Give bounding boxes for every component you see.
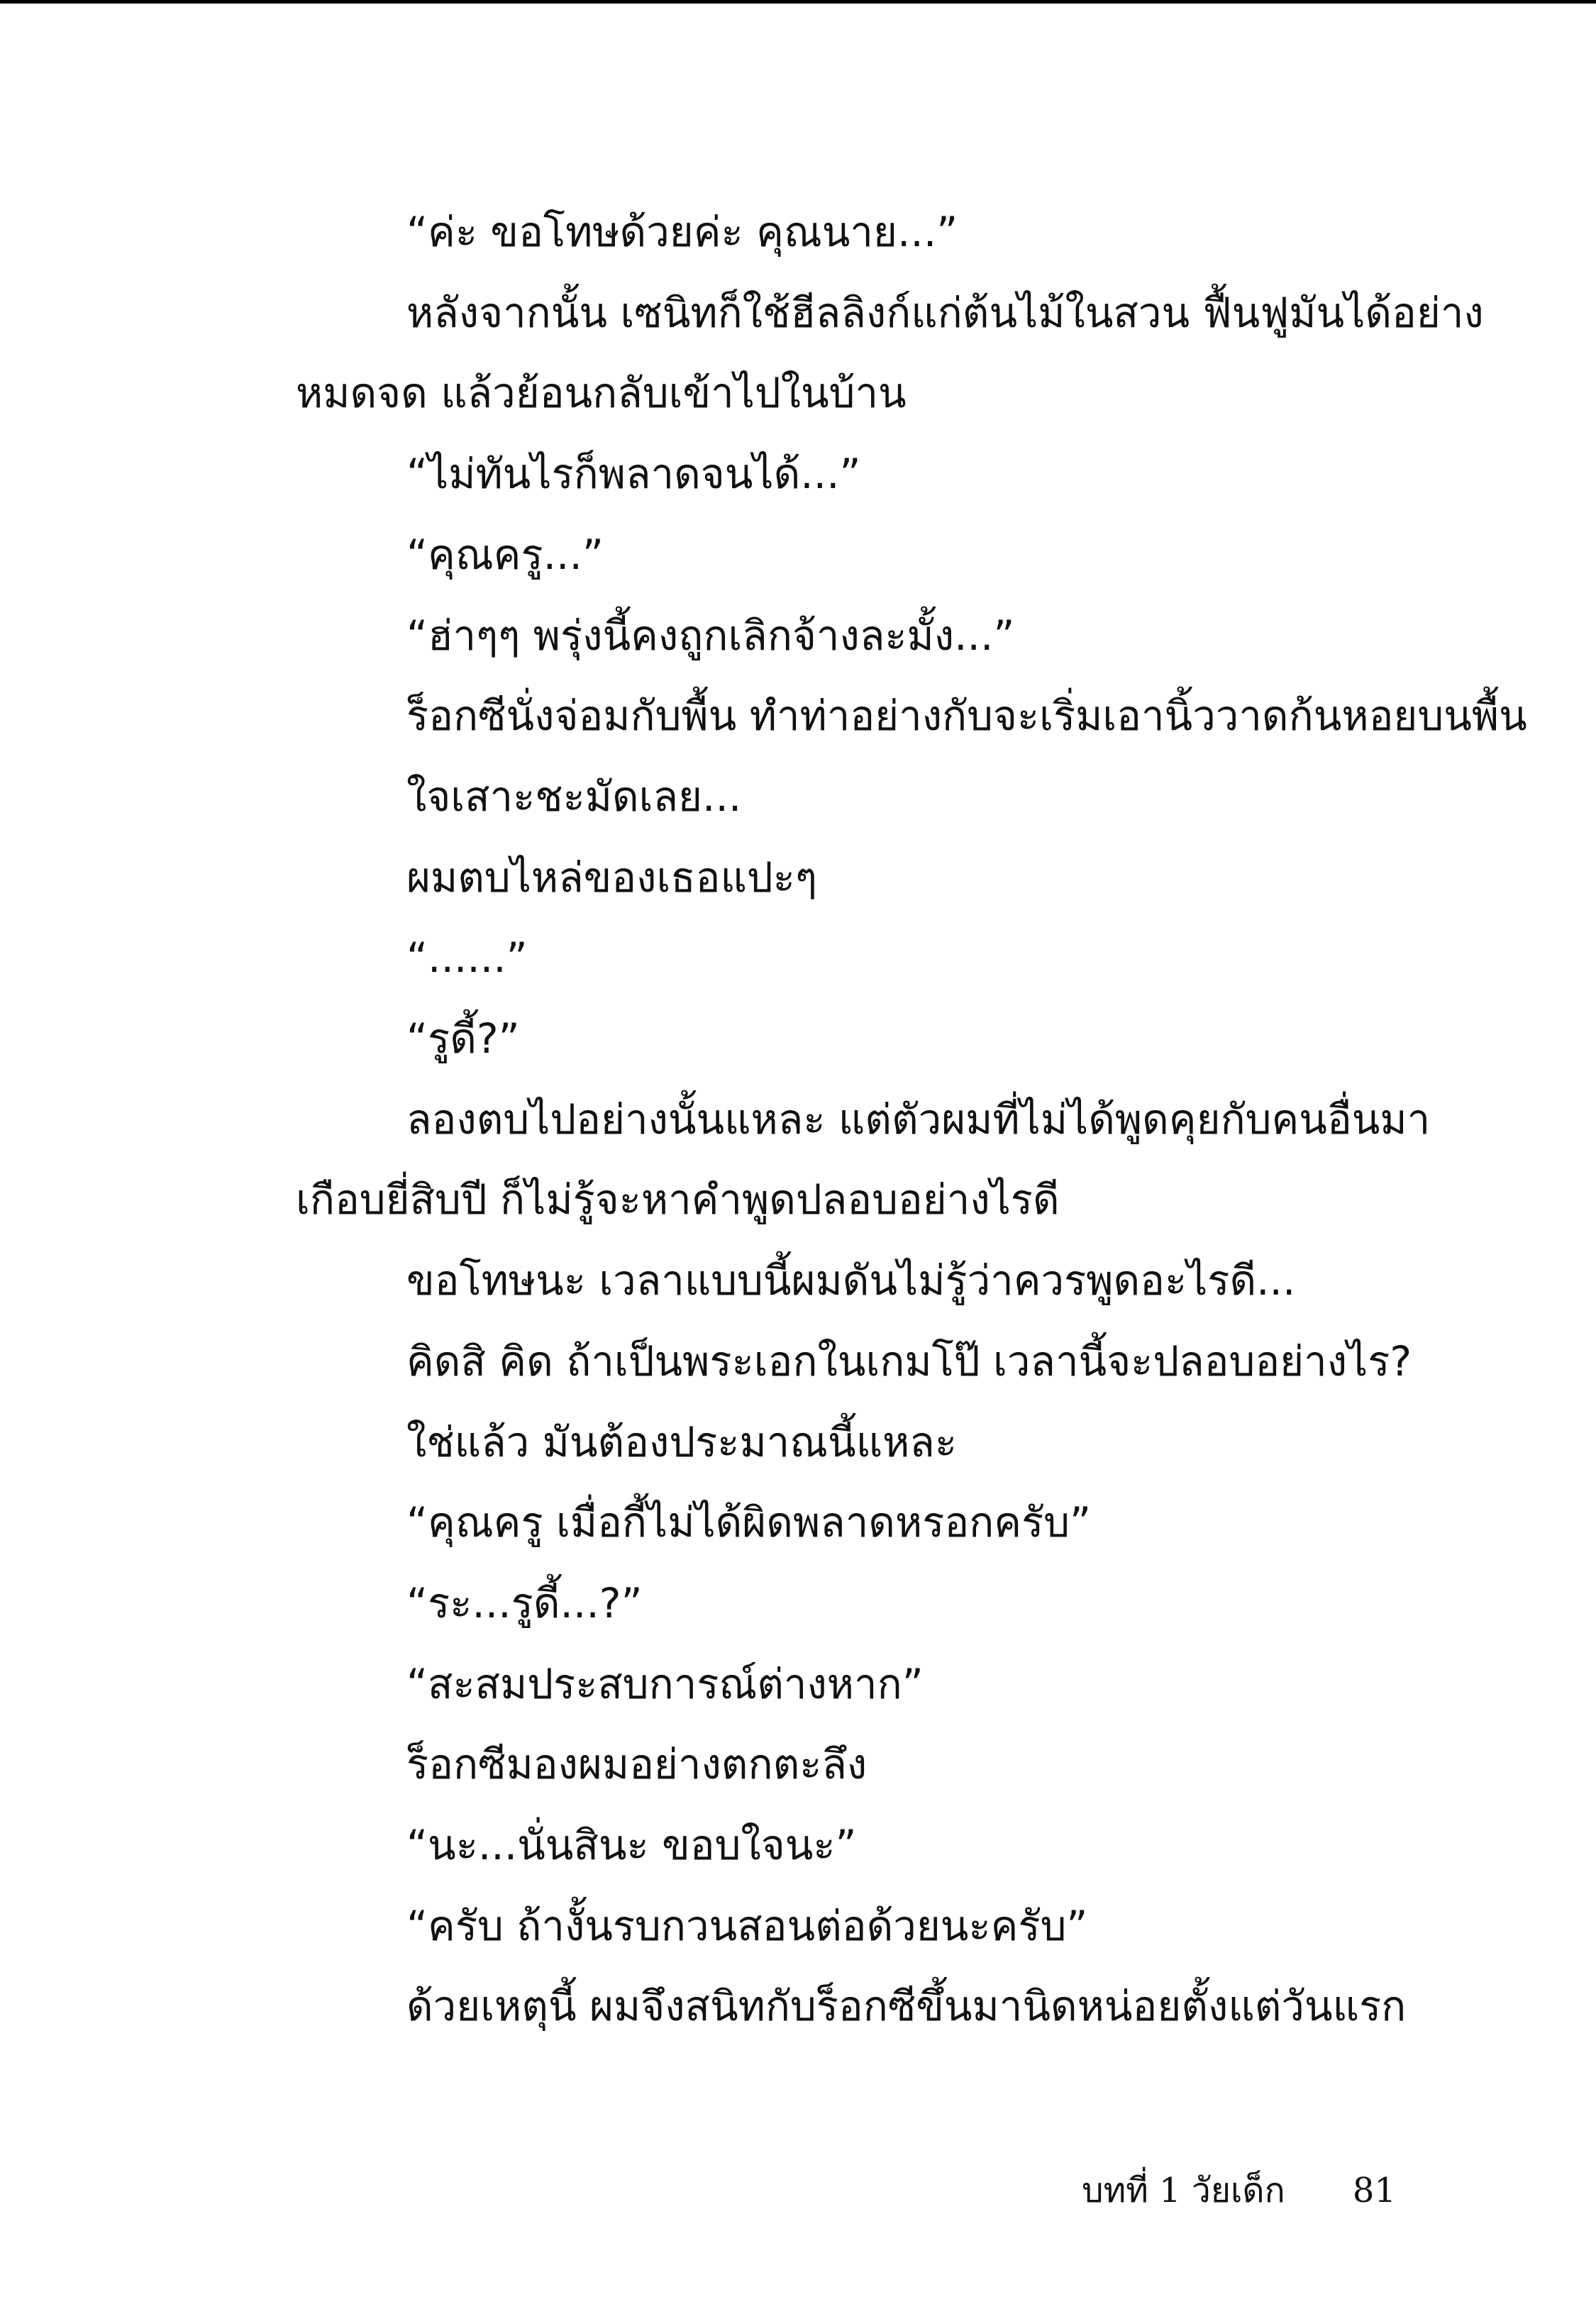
paragraph-line: ด้วยเหตุนี้ ผมจึงสนิทกับร็อกซีขึ้นมานิดหน่อยตั้งแต่วันแรก bbox=[406, 1982, 1407, 2031]
paragraph-line: “ครับ ถ้างั้นรบกวนสอนต่อด้วยนะครับ” bbox=[406, 1901, 1088, 1950]
paragraph-line: “สะสมประสบการณ์ต่างหาก” bbox=[406, 1659, 924, 1708]
paragraph-line: คิดสิ คิด ถ้าเป็นพระเอกในเกมโป๊ เวลานี้จะปลอบอย่างไร? bbox=[406, 1336, 1412, 1385]
paragraph-line: “นะ...นั่นสินะ ขอบใจนะ” bbox=[406, 1821, 857, 1869]
top-border-rule bbox=[0, 0, 1596, 4]
paragraph-line: ใช่แล้ว มันต้องประมาณนี้แหละ bbox=[406, 1417, 958, 1466]
paragraph-line: หลังจากนั้น เซนิทก็ใช้ฮีลลิงก์แก่ต้นไม้ในสวน ฟื้นฟูมันได้อย่าง bbox=[406, 288, 1484, 337]
page-footer bbox=[1082, 2164, 1396, 2218]
paragraph-line: “ไม่ทันไรก็พลาดจนได้...” bbox=[406, 450, 861, 499]
paragraph-line: ร็อกซีมองผมอย่างตกตะลึง bbox=[406, 1740, 868, 1789]
paragraph-line: ร็อกซีนั่งจ่อมกับพื้น ทำท่าอย่างกับจะเริ่มเอานิ้ววาดก้นหอยบนพื้น bbox=[406, 692, 1527, 741]
page-number: 81 bbox=[1352, 2171, 1396, 2210]
paragraph-line: “รูดี้?” bbox=[406, 1014, 520, 1063]
paragraph-line: ขอโทษนะ เวลาแบบนี้ผมดันไม่รู้ว่าควรพูดอะไรดี... bbox=[406, 1256, 1296, 1305]
paragraph-line: “คุณครู เมื่อกี้ไม่ได้ผิดพลาดหรอกครับ” bbox=[406, 1498, 1092, 1547]
paragraph-line: ลองตบไปอย่างนั้นแหละ แต่ตัวผมที่ไม่ได้พูดคุยกับคนอื่นมา bbox=[406, 1095, 1431, 1144]
chapter-label: บทที่ 1 วัยเด็ก bbox=[1082, 2171, 1285, 2210]
paragraph-line: หมดจด แล้วย้อนกลับเข้าไปในบ้าน bbox=[296, 369, 907, 418]
paragraph-line: เกือบยี่สิบปี ก็ไม่รู้จะหาคำพูดปลอบอย่างไรดี bbox=[296, 1175, 1060, 1224]
paragraph-line: “ค่ะ ขอโทษด้วยค่ะ คุณนาย...” bbox=[406, 208, 958, 256]
paragraph-line: ผมตบไหล่ของเธอแปะๆ bbox=[406, 853, 818, 902]
paragraph-line: ใจเสาะชะมัดเลย... bbox=[406, 772, 742, 821]
paragraph-line: “......” bbox=[406, 934, 528, 982]
paragraph-line: “ฮ่าๆๆ พรุ่งนี้คงถูกเลิกจ้างละมั้ง...” bbox=[406, 611, 1015, 660]
paragraph-line: “ระ...รูดี้...?” bbox=[406, 1578, 643, 1627]
paragraph-line: “คุณครู...” bbox=[406, 530, 604, 579]
